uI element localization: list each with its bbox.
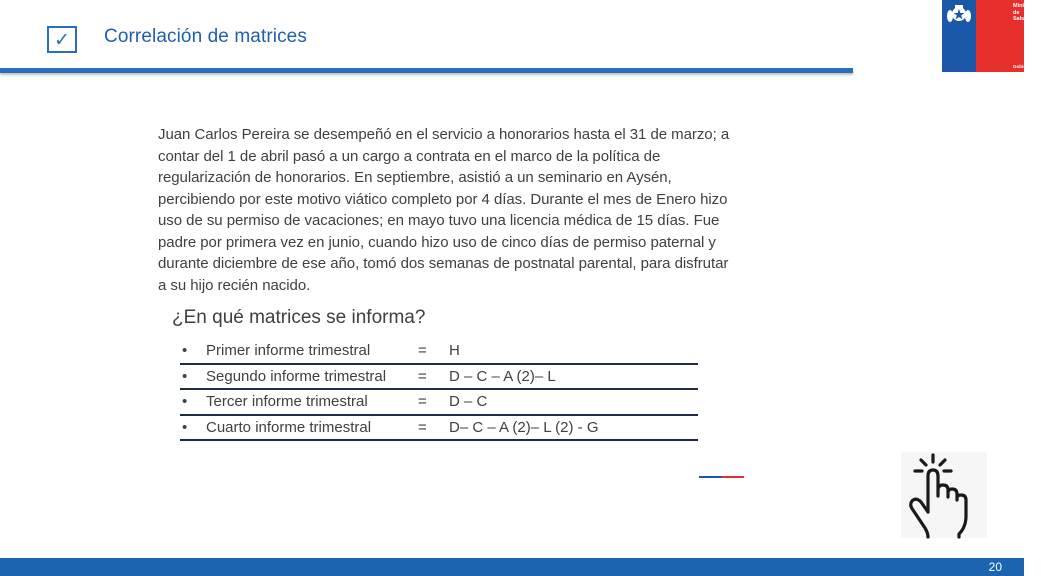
equals-sign: =	[418, 342, 427, 360]
matrix-list	[180, 339, 698, 441]
logo-blue-panel	[942, 0, 976, 72]
matrix-value: D– C – A (2)– L (2) - G	[449, 418, 599, 436]
matrix-value: D – C	[449, 393, 488, 411]
chile-crest-icon	[946, 3, 972, 25]
footer-bar	[0, 558, 1024, 576]
list-item	[180, 365, 698, 391]
check-icon: ✓	[47, 26, 77, 53]
list-item	[180, 390, 698, 416]
bullet-icon: •	[182, 418, 188, 436]
slide-title: Correlación de matrices	[104, 26, 307, 47]
tap-hand-icon	[901, 452, 987, 538]
matrix-value: H	[449, 342, 460, 360]
logo-ministry-text	[1013, 3, 1039, 23]
question-heading: ¿En qué matrices se informa?	[172, 307, 426, 328]
flag-rule-red	[722, 476, 745, 478]
logo-ministry-line1: Ministerio de	[1013, 3, 1039, 16]
report-label: Tercer informe trimestral	[206, 393, 368, 411]
logo-ministry-line2: Salud	[1013, 16, 1028, 22]
equals-sign: =	[418, 367, 427, 385]
page-number: 20	[988, 560, 1002, 574]
case-paragraph: Juan Carlos Pereira se desempeñó en el servicio a honorarios hasta el 31 de marzo; a contar del 1 de abril pasó a un cargo a contrata en el marco de la política de regularización de honorarios. En septiembre, asistió a un seminario en Aysén, percibiendo por este motivo viático completo por 4 días. Durante el mes de Enero hizo uso de su permiso de vacaciones; en mayo tuvo una licencia médica de 15 días. Fue padre por primera vez en junio, cuando hizo uso de cinco días de permiso paternal y durante diciembre de ese año, tomó dos semanas de postnatal parental, para disfrutar a su hijo recién nacido.	[158, 126, 730, 294]
list-item	[180, 416, 698, 442]
matrix-value: D – C – A (2)– L	[449, 367, 556, 385]
decorative-flag-rule	[699, 476, 744, 478]
list-item	[180, 339, 698, 365]
case-description	[158, 124, 738, 296]
logo-red-panel	[976, 0, 1052, 72]
bullet-icon: •	[182, 367, 188, 385]
report-label: Cuarto informe trimestral	[206, 418, 372, 436]
logo-government-text: Gobierno de Chile	[1013, 64, 1052, 69]
ministerio-salud-logo	[942, 0, 1052, 72]
equals-sign: =	[418, 418, 427, 436]
tap-hand-graphic	[901, 452, 987, 538]
report-label: Segundo informe trimestral	[206, 367, 387, 385]
bullet-icon: •	[182, 342, 188, 360]
report-label: Primer informe trimestral	[206, 342, 371, 360]
equals-sign: =	[418, 393, 427, 411]
bullet-icon: •	[182, 393, 188, 411]
flag-rule-blue	[699, 476, 722, 478]
header-divider	[0, 68, 853, 73]
